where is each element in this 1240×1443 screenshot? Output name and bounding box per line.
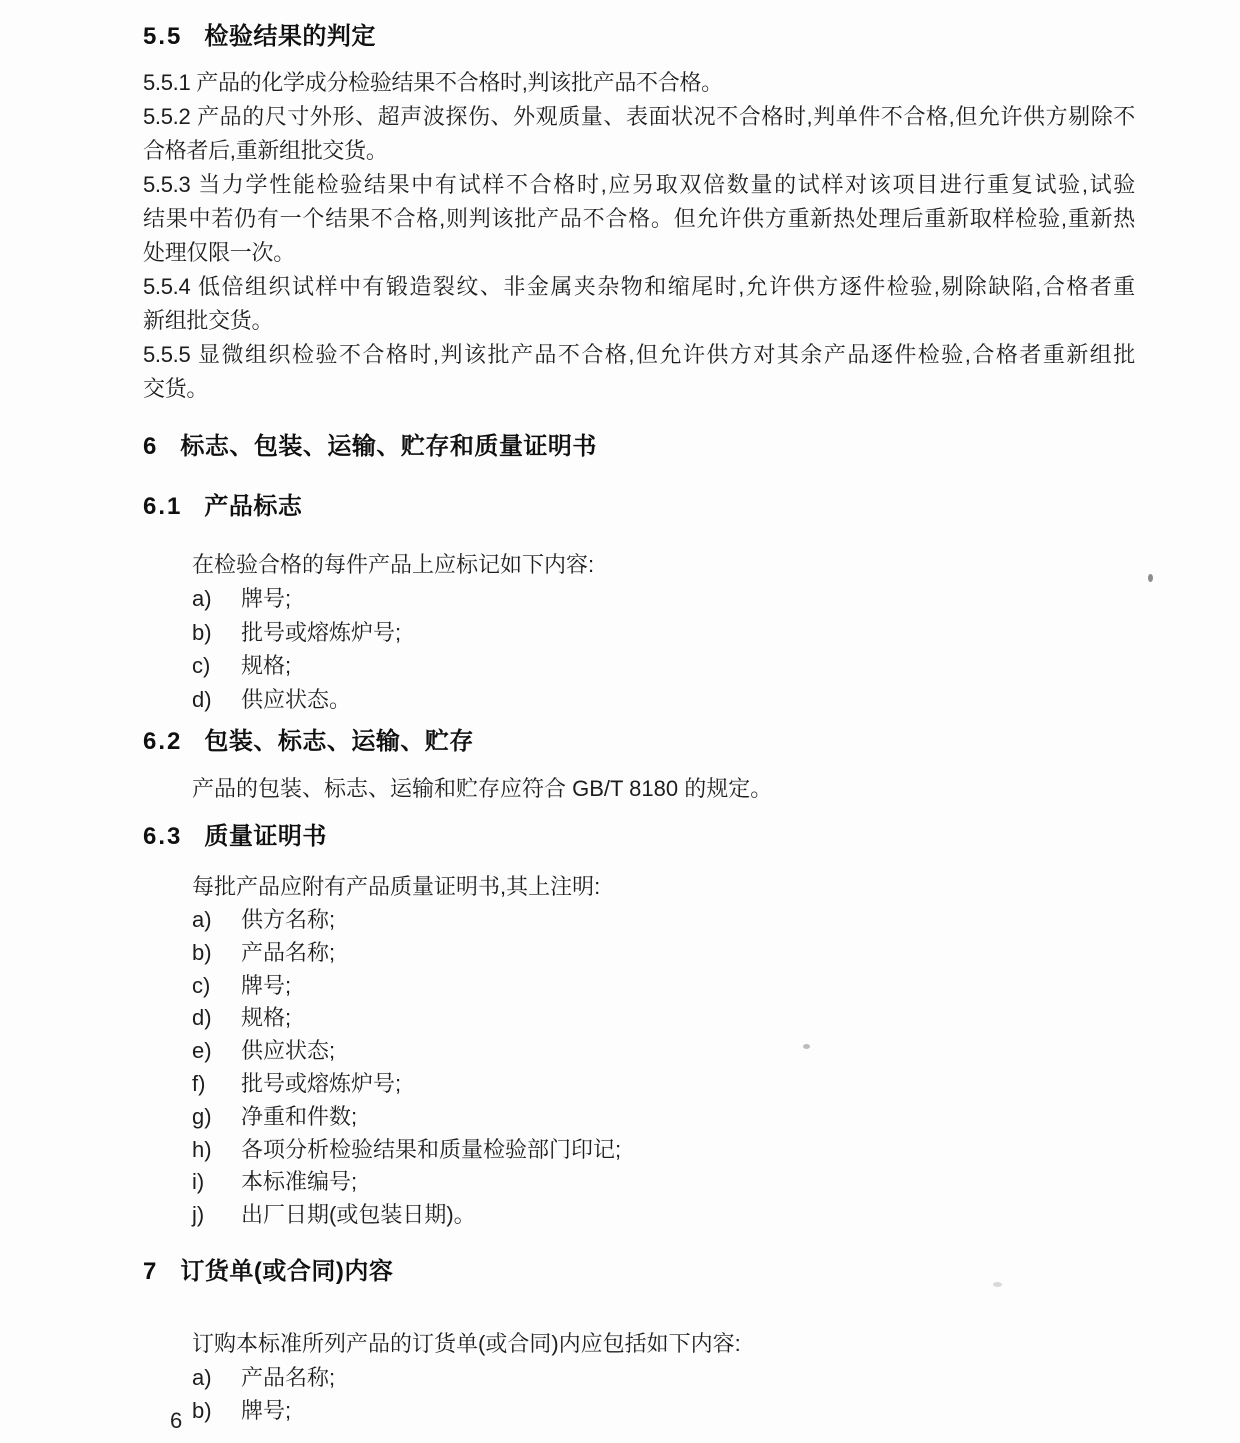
list-item-text: 各项分析检验结果和质量检验部门印记; [241, 1136, 622, 1162]
list-item-text: 规格; [241, 1005, 292, 1031]
list-6-1 [143, 582, 1135, 716]
list-item [143, 649, 1135, 683]
list-marker: a) [192, 586, 212, 611]
list-item-text: 牌号; [241, 1397, 292, 1423]
subsection-6-1-heading [143, 490, 1135, 524]
section-title: 产品标志 [204, 493, 303, 520]
list-marker: a) [192, 1364, 212, 1390]
section-number: 6.3 [143, 823, 183, 850]
list-item [143, 970, 1135, 1003]
list-item-text: 供方名称; [241, 907, 336, 932]
list-item-text: 牌号; [241, 972, 292, 998]
list-item [143, 1394, 1135, 1427]
scan-speck [1148, 574, 1153, 582]
list-item-text: 供应状态; [241, 1038, 336, 1064]
list-item [143, 1101, 1135, 1134]
list-marker: b) [192, 939, 212, 965]
list-item [143, 1166, 1135, 1199]
para-6-2-body: 产品的包装、标志、运输和贮存应符合 GB/T 8180 的规定。 [192, 776, 773, 801]
text-line: 处理仅限一次。 [143, 240, 295, 265]
list-item [143, 904, 1135, 937]
section-7-heading [143, 1255, 1135, 1289]
para-7-intro: 订购本标准所列产品的订货单(或合同)内应包括如下内容: [192, 1330, 741, 1356]
list-marker: b) [192, 619, 212, 645]
list-item [143, 1002, 1135, 1035]
text-line: 合格者后,重新组批交货。 [143, 138, 388, 163]
text-line: 5.5.2 产品的尺寸外形、超声波探伤、外观质量、表面状况不合格时,判单件不合格,但允许供方剔除不 [143, 104, 1135, 129]
section-title: 标志、包装、运输、贮存和质量证明书 [180, 433, 597, 460]
list-marker: e) [192, 1038, 212, 1064]
list-marker: f) [192, 1070, 206, 1096]
document-content [143, 20, 1135, 1427]
list-item-text: 本标准编号; [241, 1169, 358, 1195]
page-number: 6 [170, 1408, 183, 1433]
subsection-6-3-heading [143, 820, 1135, 854]
scan-speck [803, 1044, 810, 1049]
para-6-3-intro: 每批产品应附有产品质量证明书,其上注明: [192, 874, 601, 899]
text-line: 结果中若仍有一个结果不合格,则判该批产品不合格。但允许供方重新热处理后重新取样检验,重新热 [143, 206, 1135, 231]
section-title: 质量证明书 [204, 823, 327, 850]
list-item-text: 牌号; [241, 586, 292, 611]
list-item [143, 1134, 1135, 1167]
list-item [143, 683, 1135, 717]
section-title: 订货单(或合同)内容 [180, 1257, 394, 1285]
list-marker: i) [192, 1169, 205, 1195]
list-item-text: 产品名称; [241, 1364, 336, 1390]
list-marker: g) [192, 1103, 212, 1129]
list-item [143, 1068, 1135, 1101]
list-item [143, 582, 1135, 616]
text-line: 5.5.5 显微组织检验不合格时,判该批产品不合格,但允许供方对其余产品逐件检验,合格者重新组批 [143, 342, 1135, 367]
para-5-5-4 [143, 270, 1135, 338]
text-line: 5.5.1 产品的化学成分检验结果不合格时,判该批产品不合格。 [143, 70, 723, 95]
para-6-1-intro: 在检验合格的每件产品上应标记如下内容: [192, 552, 595, 577]
para-5-5-3 [143, 168, 1135, 270]
list-marker: b) [192, 1397, 212, 1423]
scan-speck [993, 1282, 1002, 1287]
list-marker: h) [192, 1136, 212, 1162]
list-marker: d) [192, 1005, 212, 1031]
para-5-5-5 [143, 338, 1135, 406]
section-6-heading [143, 430, 1135, 464]
list-item-text: 规格; [241, 653, 292, 678]
para-5-5-2 [143, 100, 1135, 168]
section-5-5-heading [143, 20, 1135, 54]
list-marker: a) [192, 907, 212, 932]
para-5-5-1 [143, 66, 1135, 100]
list-item [143, 1035, 1135, 1068]
list-item-text: 产品名称; [241, 939, 336, 965]
list-item [143, 1199, 1135, 1232]
list-item [143, 616, 1135, 650]
section-number: 6.1 [143, 493, 183, 520]
section-number: 6 [143, 433, 159, 460]
list-7 [143, 1361, 1135, 1427]
text-line: 交货。 [143, 376, 209, 401]
list-item [143, 1361, 1135, 1394]
list-marker: j) [192, 1202, 205, 1228]
section-title: 检验结果的判定 [204, 23, 376, 50]
section-number: 7 [143, 1257, 159, 1285]
text-line: 5.5.4 低倍组织试样中有锻造裂纹、非金属夹杂物和缩尾时,允许供方逐件检验,剔除缺陷,合格者重 [143, 274, 1135, 299]
list-item-text: 出厂日期(或包装日期)。 [241, 1202, 476, 1228]
list-marker: d) [192, 686, 212, 712]
text-line: 5.5.3 当力学性能检验结果中有试样不合格时,应另取双倍数量的试样对该项目进行重复试验,试验 [143, 172, 1135, 197]
list-item-text: 净重和件数; [241, 1103, 358, 1129]
list-item-text: 供应状态。 [241, 686, 352, 712]
list-6-3 [143, 904, 1135, 1232]
section-number: 5.5 [143, 23, 183, 50]
list-item-text: 批号或熔炼炉号; [241, 619, 402, 645]
text-line: 新组批交货。 [143, 308, 274, 333]
list-marker: c) [192, 972, 211, 998]
list-item [143, 937, 1135, 970]
list-item-text: 批号或熔炼炉号; [241, 1070, 402, 1096]
section-title: 包装、标志、运输、贮存 [204, 728, 474, 755]
subsection-6-2-heading [143, 725, 1135, 759]
section-number: 6.2 [143, 728, 183, 755]
list-marker: c) [192, 653, 211, 678]
